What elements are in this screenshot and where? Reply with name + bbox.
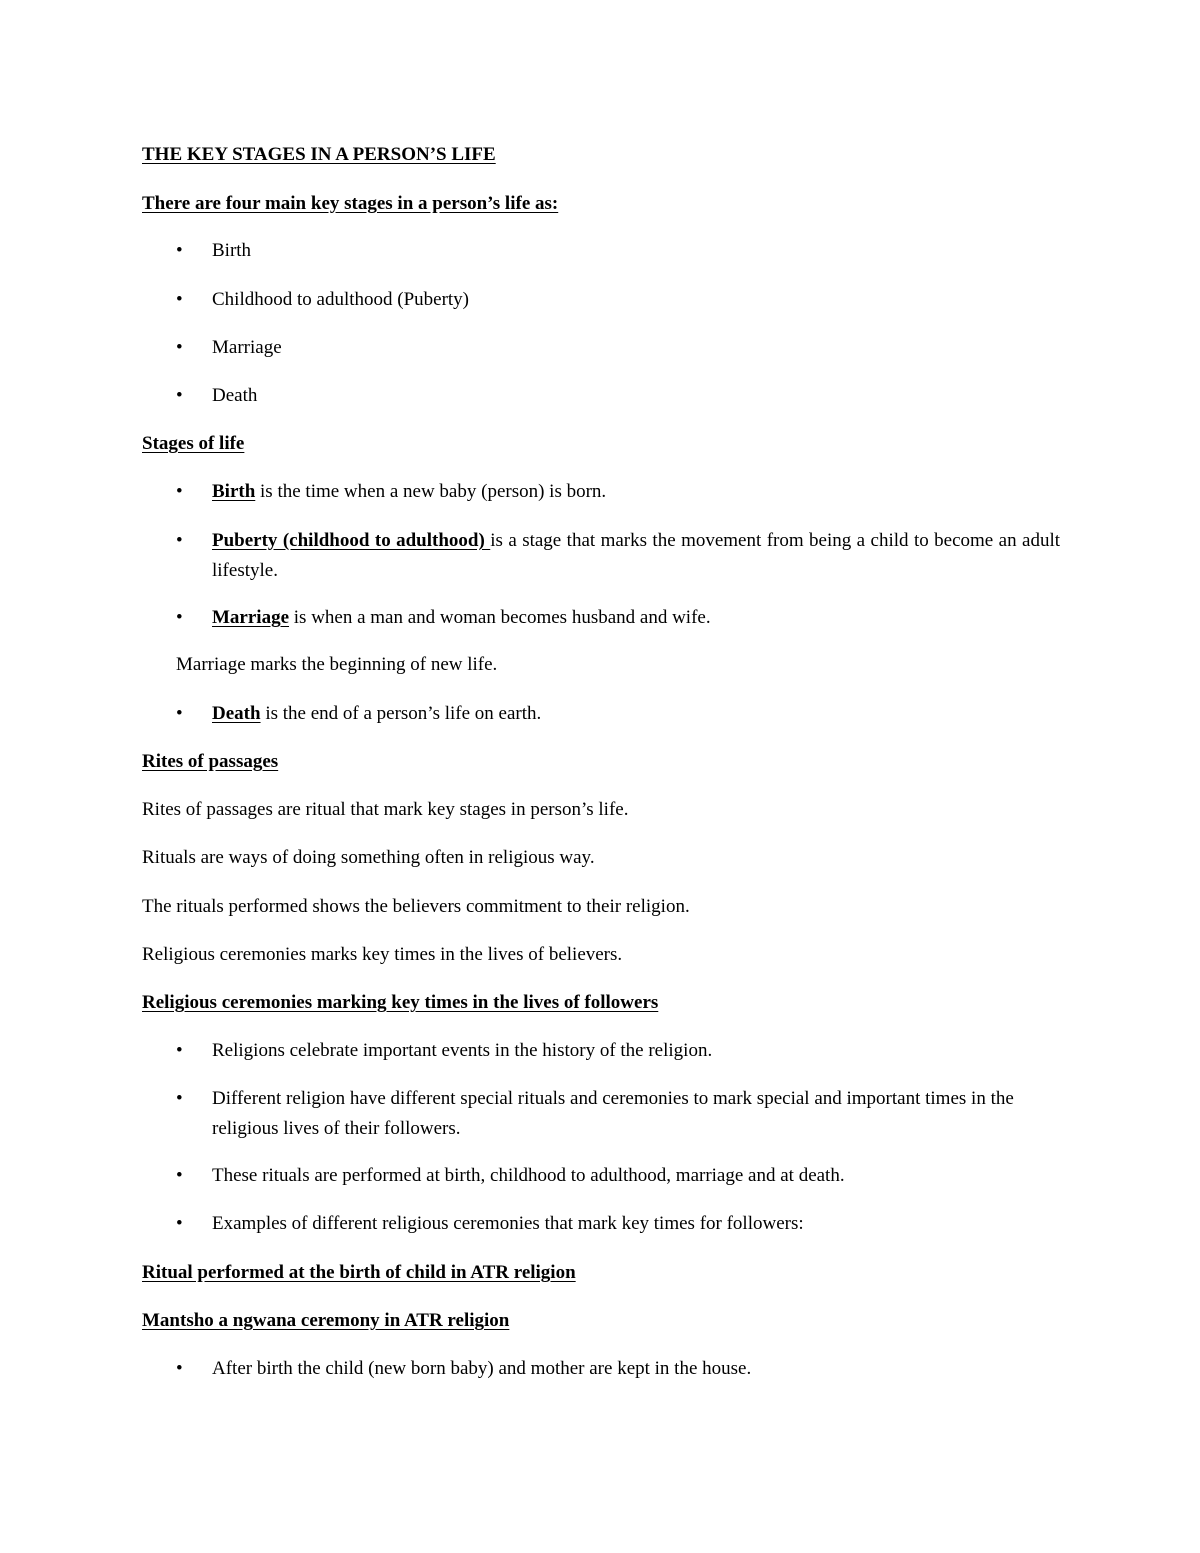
paragraph: The rituals performed shows the believers commitment to their religion. <box>142 896 690 917</box>
stage-text: is the time when a new baby (person) is born. <box>255 481 607 502</box>
list-item: Marriage <box>212 337 282 358</box>
stage-definition <box>212 699 1060 729</box>
stage-definition <box>212 603 1060 633</box>
stage-definition <box>212 477 1060 507</box>
bullet: • <box>176 1088 183 1109</box>
stage-text: is the end of a person’s life on earth. <box>260 703 542 724</box>
ritual-heading: Ritual performed at the birth of child in ATR religion <box>142 1262 576 1283</box>
list-item: After birth the child (new born baby) and mother are kept in the house. <box>212 1358 752 1379</box>
ceremonies-heading: Religious ceremonies marking key times in the lives of followers <box>142 992 659 1013</box>
mantsho-heading: Mantsho a ngwana ceremony in ATR religion <box>142 1310 510 1331</box>
list-item: Childhood to adulthood (Puberty) <box>212 289 470 310</box>
bullet: • <box>176 385 183 406</box>
stage-term: Death <box>212 703 261 724</box>
stage-text: is when a man and woman becomes husband and wife. <box>289 607 711 628</box>
stage-term: Marriage <box>212 607 290 628</box>
list-item: Death <box>212 385 258 406</box>
list-item: These rituals are performed at birth, childhood to adulthood, marriage and at death. <box>212 1165 845 1186</box>
stage-text: is a stage that marks the movement from being a child to become an adult lifestyle. <box>212 530 1061 581</box>
stage-definition <box>212 526 1060 586</box>
bullet: • <box>176 337 183 358</box>
bullet: • <box>176 703 183 724</box>
bullet: • <box>176 607 183 628</box>
bullet: • <box>176 1165 183 1186</box>
paragraph: Rites of passages are ritual that mark key stages in person’s life. <box>142 799 629 820</box>
stage-term: Birth <box>212 481 256 502</box>
bullet: • <box>176 1213 183 1234</box>
stage-term: Puberty (childhood to adulthood) <box>212 530 491 551</box>
bullet: • <box>176 289 183 310</box>
list-item: Examples of different religious ceremonies that mark key times for followers: <box>212 1213 804 1234</box>
list-item: Religions celebrate important events in the history of the religion. <box>212 1040 713 1061</box>
list-item: Birth <box>212 240 252 261</box>
rites-heading: Rites of passages <box>142 751 279 772</box>
bullet: • <box>176 530 183 551</box>
paragraph: Rituals are ways of doing something often in religious way. <box>142 847 595 868</box>
bullet: • <box>176 481 183 502</box>
list-item: Different religion have different special rituals and ceremonies to mark special and important times in the religious lives of their followers. <box>212 1088 1014 1139</box>
bullet: • <box>176 1358 183 1379</box>
bullet: • <box>176 1040 183 1061</box>
bullet: • <box>176 240 183 261</box>
intro-heading: There are four main key stages in a person’s life as: <box>142 193 559 214</box>
page-title: THE KEY STAGES IN A PERSON’S LIFE <box>142 144 496 165</box>
paragraph: Religious ceremonies marks key times in the lives of believers. <box>142 944 623 965</box>
marriage-note: Marriage marks the beginning of new life. <box>176 654 498 675</box>
stages-heading: Stages of life <box>142 433 245 454</box>
